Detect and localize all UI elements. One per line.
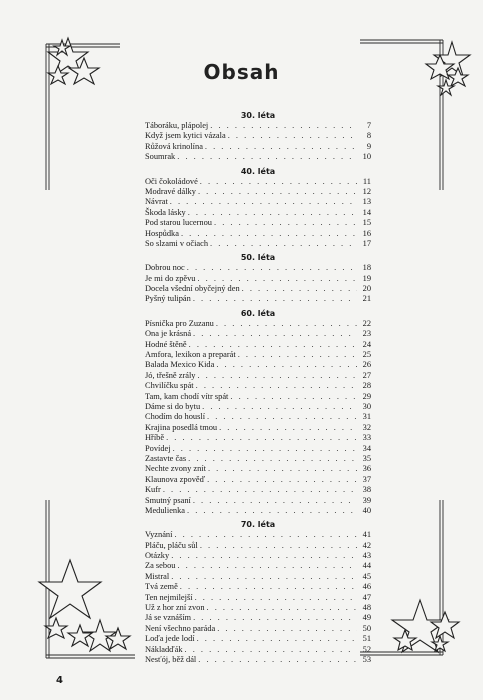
entry-title: Nechte zvony znít [145, 464, 206, 474]
entry-title: So slzami v očiach [145, 238, 209, 248]
dot-leader [197, 371, 357, 381]
toc-section [145, 308, 371, 516]
entry-title: Amfora, lexikon a preparát [145, 350, 236, 360]
toc-entry[interactable] [145, 392, 371, 402]
toc-section [145, 110, 371, 163]
toc-entry[interactable] [145, 634, 371, 644]
entry-title: Dobrou noc [145, 263, 185, 273]
entry-title: Klaunova zpověď [145, 474, 206, 484]
toc-entry[interactable] [145, 229, 371, 239]
entry-title: Nákladďák [145, 644, 183, 654]
entry-page-number: 29 [362, 391, 371, 401]
entry-title: Vyznání [145, 530, 173, 540]
entry-title: Oči čokoládové [145, 176, 198, 186]
dot-leader [210, 239, 357, 249]
toc-entry[interactable] [145, 294, 371, 304]
entry-title: Není všechno paráda [145, 623, 216, 633]
entry-title: Pyšný tulipán [145, 294, 191, 304]
toc-entry[interactable] [145, 208, 371, 218]
star-corner-bottom-right-icon [392, 600, 459, 652]
entry-page-number: 32 [362, 422, 371, 432]
entry-title: Dáme si do bytu [145, 401, 201, 411]
entry-page-number: 31 [362, 412, 371, 422]
toc-entry[interactable] [145, 561, 371, 571]
entry-title: Tam, kam chodí vítr spát [145, 391, 229, 401]
dot-leader [210, 121, 357, 131]
entry-page-number: 16 [362, 228, 371, 238]
entry-page-number: 30 [362, 401, 371, 411]
entry-page-number: 20 [362, 284, 371, 294]
entry-page-number: 52 [362, 644, 371, 654]
toc-entry[interactable] [145, 177, 371, 187]
dot-leader [197, 274, 357, 284]
toc-entry[interactable] [145, 464, 371, 474]
entry-page-number: 34 [362, 443, 371, 453]
toc-entry[interactable] [145, 142, 371, 152]
entry-page-number: 46 [362, 582, 371, 592]
entry-page-number: 10 [362, 152, 371, 162]
entry-title: Kufr [145, 485, 161, 495]
toc-entry[interactable] [145, 593, 371, 603]
entry-title: Chodím do houslí [145, 412, 206, 422]
toc-entry[interactable] [145, 152, 371, 162]
dot-leader [200, 177, 357, 187]
entry-page-number: 9 [366, 141, 371, 151]
entry-title: Škoda lásky [145, 207, 186, 217]
entry-title: Hodné štěně [145, 339, 187, 349]
dot-leader [170, 197, 357, 207]
dot-leader [193, 496, 357, 506]
toc-entry[interactable] [145, 496, 371, 506]
dot-leader [242, 284, 357, 294]
section-heading: 60. léta [240, 308, 276, 318]
entry-page-number: 28 [362, 381, 371, 391]
toc-entry[interactable] [145, 582, 371, 592]
page-number: 4 [56, 675, 63, 686]
entry-page-number: 43 [362, 551, 371, 561]
entry-page-number: 44 [362, 561, 371, 571]
toc-entry[interactable] [145, 329, 371, 339]
entry-page-number: 47 [362, 592, 371, 602]
entry-page-number: 21 [362, 294, 371, 304]
entry-title: Návrat [145, 197, 168, 207]
entry-title: Hříbě [145, 433, 165, 443]
toc-section [145, 252, 371, 305]
entry-title: Zastavte čas [145, 453, 187, 463]
entry-page-number: 35 [362, 453, 371, 463]
dot-leader [198, 655, 357, 665]
dot-leader [193, 613, 357, 623]
dot-leader [197, 634, 357, 644]
dot-leader [219, 423, 357, 433]
toc-entry[interactable] [145, 624, 371, 634]
dot-leader [228, 131, 357, 141]
entry-title: Táboráku, plápolej [145, 121, 209, 130]
entry-title: Chvilíčku spát [145, 381, 194, 391]
section-heading: 30. léta [240, 111, 276, 120]
entry-title: Ona je krásná [145, 329, 192, 339]
toc-entry[interactable] [145, 197, 371, 207]
entry-title: Docela všední obyčejný den [145, 284, 240, 294]
toc-entry[interactable] [145, 603, 371, 613]
entry-title: Balada Mexico Kida [145, 360, 215, 370]
entry-page-number: 12 [362, 186, 371, 196]
toc-entry[interactable] [145, 485, 371, 495]
entry-title: Nesťój, běž dál [145, 654, 197, 664]
entry-title: Pod starou lucernou [145, 218, 212, 228]
dot-leader [195, 593, 357, 603]
dot-leader [200, 541, 357, 551]
dot-leader [188, 454, 357, 464]
entry-page-number: 40 [362, 505, 371, 515]
dot-leader [202, 402, 357, 412]
toc-entry[interactable] [145, 187, 371, 197]
dot-leader [181, 229, 357, 239]
entry-title: Písnička pro Zuzanu [145, 318, 214, 328]
toc-entry[interactable] [145, 402, 371, 412]
entry-page-number: 11 [362, 176, 371, 186]
dot-leader [163, 485, 357, 495]
entry-page-number: 27 [362, 370, 371, 380]
toc-entry[interactable] [145, 645, 371, 655]
entry-page-number: 26 [362, 360, 371, 370]
dot-leader [188, 208, 357, 218]
dot-leader [171, 551, 357, 561]
toc-entry[interactable] [145, 319, 371, 329]
toc-entry[interactable] [145, 506, 371, 516]
toc-entry[interactable] [145, 423, 371, 433]
toc-section [145, 519, 371, 665]
dot-leader [216, 319, 357, 329]
dot-leader [166, 433, 357, 443]
dot-leader [196, 381, 357, 391]
dot-leader [185, 645, 357, 655]
dot-leader [198, 187, 357, 197]
entry-page-number: 17 [362, 238, 371, 248]
dot-leader [207, 475, 357, 485]
section-heading: 40. léta [240, 166, 276, 176]
entry-title: Tvá země [145, 582, 178, 592]
entry-title: Modravé dálky [145, 186, 196, 196]
dot-leader [214, 218, 357, 228]
entry-page-number: 39 [362, 495, 371, 505]
entry-title: Krajina posedlá tmou [145, 422, 218, 432]
toc-entry[interactable] [145, 475, 371, 485]
entry-page-number: 51 [362, 634, 371, 644]
dot-leader [216, 360, 357, 370]
entry-title: Medulienka [145, 505, 186, 515]
entry-page-number: 23 [362, 329, 371, 339]
toc-entry[interactable] [145, 530, 371, 540]
entry-page-number: 22 [362, 318, 371, 328]
toc-entry[interactable] [145, 274, 371, 284]
entry-title: Už z hor zní zvon [145, 603, 205, 613]
entry-page-number: 38 [362, 485, 371, 495]
dot-leader [217, 624, 357, 634]
dot-leader [193, 329, 357, 339]
toc-entry[interactable] [145, 350, 371, 360]
entry-title: Soumrak [145, 152, 176, 162]
entry-page-number: 36 [362, 464, 371, 474]
entry-page-number: 13 [362, 197, 371, 207]
toc-entry[interactable] [145, 371, 371, 381]
dot-leader [171, 572, 357, 582]
entry-title: Jó, třešně zrály [145, 370, 196, 380]
dot-leader [180, 582, 357, 592]
toc-entry[interactable] [145, 131, 371, 141]
toc-entry[interactable] [145, 444, 371, 454]
toc-entry[interactable] [145, 218, 371, 228]
entry-title: Když jsem kytici vázala [145, 131, 226, 141]
toc-entry[interactable] [145, 541, 371, 551]
toc-entry[interactable] [145, 655, 371, 665]
entry-title: Je mi do zpěvu [145, 273, 196, 283]
section-heading: 50. léta [240, 253, 276, 263]
toc-entry[interactable] [145, 454, 371, 464]
entry-page-number: 49 [362, 613, 371, 623]
toc-entry[interactable] [145, 381, 371, 391]
entry-page-number: 15 [362, 218, 371, 228]
entry-page-number: 33 [362, 433, 371, 443]
toc-entry[interactable] [145, 360, 371, 370]
dot-leader [208, 464, 357, 474]
entry-title: Růžová krinolína [145, 141, 203, 151]
entry-title: Pláču, pláču sůl [145, 540, 198, 550]
entry-title: Loďa jede lodí [145, 634, 195, 644]
toc-entry[interactable] [145, 572, 371, 582]
toc-entry[interactable] [145, 613, 371, 623]
entry-title: Já se vznáším [145, 613, 192, 623]
toc-entry[interactable] [145, 284, 371, 294]
entry-page-number: 14 [362, 207, 371, 217]
dot-leader [189, 340, 357, 350]
entry-page-number: 50 [362, 623, 371, 633]
entry-title: Za sebou [145, 561, 176, 571]
toc-entry[interactable] [145, 551, 371, 561]
dot-leader [187, 263, 357, 273]
entry-page-number: 45 [362, 571, 371, 581]
entry-page-number: 24 [362, 339, 371, 349]
entry-page-number: 53 [362, 654, 371, 664]
section-heading: 70. léta [240, 520, 276, 530]
toc-entry[interactable] [145, 263, 371, 273]
entry-page-number: 42 [362, 540, 371, 550]
entry-title: Smutný psaní [145, 495, 191, 505]
toc-entry[interactable] [145, 239, 371, 249]
entry-page-number: 19 [362, 273, 371, 283]
entry-title: Povídej [145, 443, 171, 453]
page-title: Obsah [203, 60, 280, 84]
dot-leader [177, 152, 357, 162]
toc-section [145, 166, 371, 250]
dot-leader [173, 444, 357, 454]
toc-entry[interactable] [145, 340, 371, 350]
dot-leader [207, 412, 357, 422]
entry-page-number: 37 [362, 474, 371, 484]
entry-page-number: 25 [362, 350, 371, 360]
toc-entry[interactable] [145, 433, 371, 443]
dot-leader [207, 603, 357, 613]
dot-leader [230, 392, 357, 402]
entry-page-number: 41 [362, 530, 371, 540]
dot-leader [205, 142, 357, 152]
entry-page-number: 48 [362, 603, 371, 613]
dot-leader [193, 294, 357, 304]
entry-page-number: 18 [362, 263, 371, 273]
dot-leader [238, 350, 357, 360]
entry-page-number: 7 [366, 121, 371, 130]
toc-entry[interactable] [145, 412, 371, 422]
entry-title: Mistral [145, 571, 170, 581]
entry-title: Otázky [145, 551, 170, 561]
table-of-contents [145, 110, 371, 665]
entry-page-number: 8 [366, 131, 371, 141]
dot-leader [174, 530, 357, 540]
dot-leader [177, 561, 357, 571]
entry-title: Ten nejmilejší [145, 592, 193, 602]
star-corner-bottom-left-icon [39, 560, 130, 651]
toc-entry[interactable] [145, 121, 371, 131]
dot-leader [187, 506, 357, 516]
entry-title: Hospůdka [145, 228, 179, 238]
